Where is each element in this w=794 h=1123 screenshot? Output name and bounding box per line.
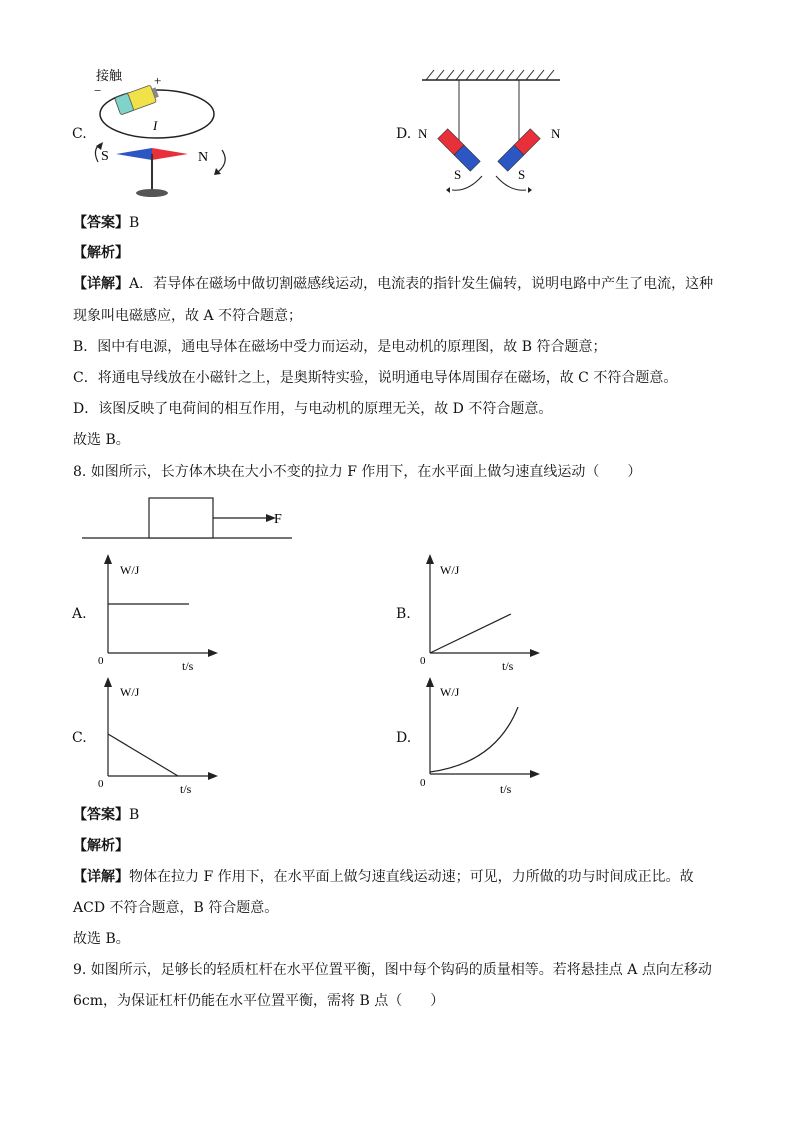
q7-detail-a-line1: 【详解】A．若导体在磁场中做切割磁感线运动，电流表的指针发生偏转，说明电路中产生了电流，这种 — [73, 276, 714, 292]
q8-detail-line1: 【详解】物体在拉力 F 作用下，在水平面上做匀速直线运动速；可见，力所做的功与时间成正比。故 — [73, 869, 694, 885]
y-label: W/J — [440, 563, 460, 577]
work-curve — [430, 707, 518, 772]
needle-n-label: N — [198, 150, 209, 165]
magnets-figure — [414, 66, 564, 198]
origin-label: 0 — [98, 778, 104, 790]
x-label: t/s — [502, 659, 514, 673]
needle-north — [152, 148, 188, 160]
graph-a — [94, 552, 224, 676]
battery-plus: + — [154, 73, 162, 88]
option-c-label: C. — [72, 126, 87, 142]
magnet-left-n: N — [418, 126, 428, 141]
q7-detail-a-line2: 现象叫电磁感应，故 A 不符合题意； — [73, 308, 303, 324]
q9-stem-line2: 6cm，为保证杠杆仍能在水平位置平衡，需将 B 点（ ） — [73, 993, 445, 1009]
graph-b — [416, 552, 546, 676]
x-label: t/s — [182, 659, 194, 673]
option-d-label: D. — [396, 126, 412, 142]
x-label: t/s — [500, 782, 512, 796]
battery-icon — [115, 84, 161, 115]
q8-analysis-label: 【解析】 — [73, 838, 129, 854]
q8-stem: 8. 如图所示，长方体木块在大小不变的拉力 F 作用下，在水平面上做匀速直线运动（ ） — [73, 464, 642, 480]
y-label: W/J — [120, 685, 140, 699]
needle-south — [116, 148, 152, 160]
q8-conclusion: 故选 B。 — [73, 931, 130, 947]
graph-c — [94, 675, 224, 799]
graph-d-option: D. — [396, 730, 412, 746]
q7-detail-b: B．图中有电源，通电导体在磁场中受力而运动，是电动机的原理图，故 B 符合题意； — [73, 339, 607, 355]
q7-detail-c: C．将通电导线放在小磁针之上，是奥斯特实验，说明通电导体周围存在磁场，故 C 不符合题意。 — [73, 370, 678, 386]
graph-d — [416, 675, 546, 799]
work-line — [108, 734, 178, 776]
magnet-left-s: S — [454, 167, 462, 182]
force-label: F — [274, 512, 282, 527]
block-force-figure — [80, 494, 296, 544]
graph-b-option: B. — [396, 606, 411, 622]
q8-answer: 【答案】B — [73, 807, 140, 823]
q7-analysis-label: 【解析】 — [73, 245, 129, 261]
magnet-right-s: S — [518, 167, 526, 182]
stand-base — [136, 189, 168, 197]
q8-detail-line2: ACD 不符合题意，B 符合题意。 — [73, 900, 279, 916]
q7-answer: 【答案】B — [73, 215, 140, 231]
rotation-arrow-right — [218, 150, 225, 172]
q9-stem-line1: 9. 如图所示，足够长的轻质杠杆在水平位置平衡，图中每个钩码的质量相等。若将悬挂点 A 点向左移动 — [73, 962, 712, 978]
wooden-block — [149, 498, 213, 538]
needle-s-label: S — [101, 149, 109, 164]
x-label: t/s — [180, 782, 192, 796]
origin-label: 0 — [420, 655, 426, 667]
origin-label: 0 — [98, 655, 104, 667]
battery-minus: − — [94, 83, 102, 98]
magnet-right-n: N — [551, 126, 561, 141]
q7-detail-d: D．该图反映了电荷间的相互作用，与电动机的原理无关，故 D 不符合题意。 — [73, 401, 553, 417]
y-label: W/J — [120, 563, 140, 577]
current-label: I — [153, 118, 158, 133]
y-label: W/J — [440, 685, 460, 699]
origin-label: 0 — [420, 777, 426, 789]
graph-c-option: C. — [72, 730, 87, 746]
contact-label: 接触 — [96, 68, 123, 83]
work-line — [430, 614, 511, 653]
graph-a-option: A. — [72, 606, 87, 622]
oersted-experiment-figure — [90, 62, 230, 200]
q7-conclusion: 故选 B。 — [73, 432, 130, 448]
